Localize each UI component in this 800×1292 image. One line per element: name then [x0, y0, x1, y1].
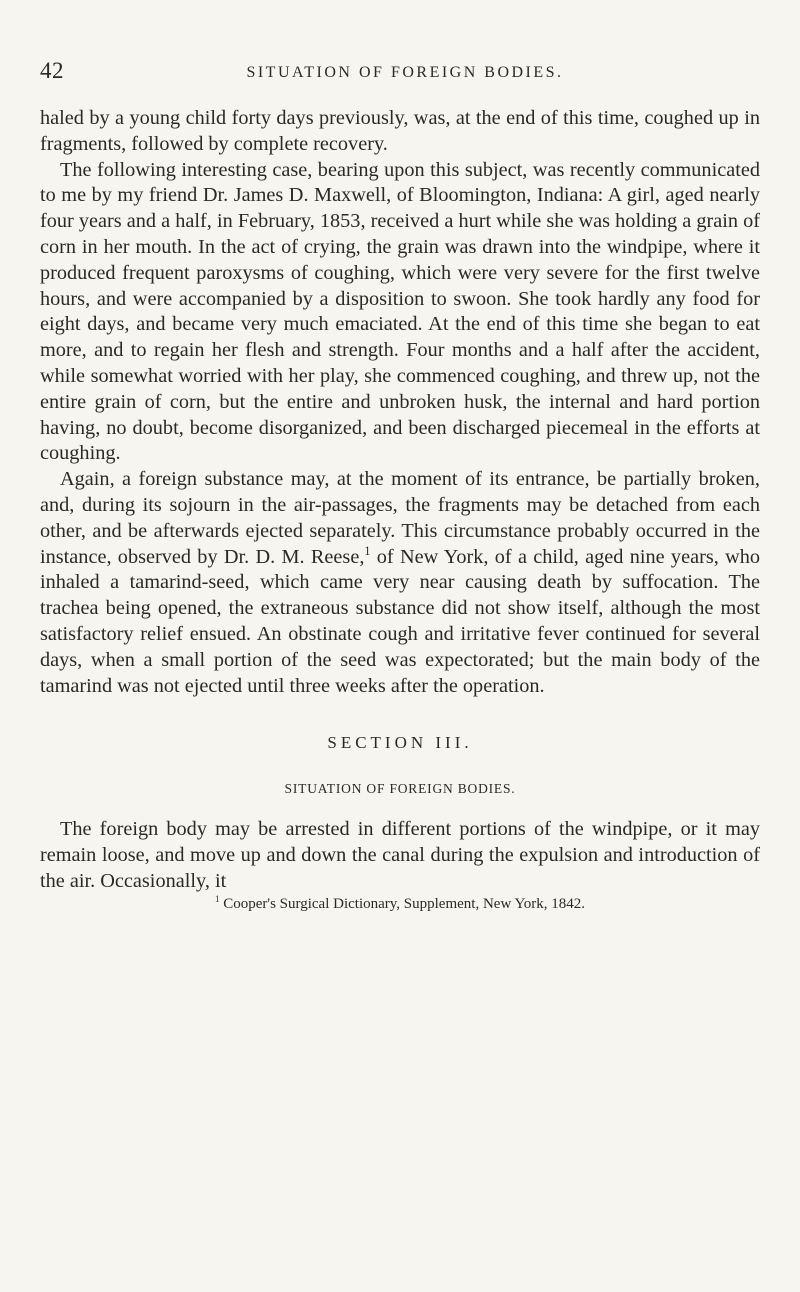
paragraph-situation: The foreign body may be arrested in different portions of the windpipe, or it may remain loose, and move up and down the canal during the expulsion and introduction of the air. Occasionally, it: [40, 818, 760, 892]
section-body-text: [40, 817, 760, 894]
footnote-mark: 1: [214, 894, 220, 904]
footnote: [40, 896, 760, 913]
paragraph-reese-text-b: of New York, of a child, aged nine years, who inhaled a tamarind-seed, which came very near causing death by suffocation. The trachea being opened, the extraneous substance did not show itself, although the most satisfactory relief ensued. An obstinate cough and irritative fever continued for several days, when a small portion of the seed was expectorated; but the main body of the tamarind was not ejected until three weeks after the operation.: [40, 545, 761, 697]
footnote-reference: 1: [364, 543, 371, 558]
paragraph-continuation: haled by a young child forty days previously, was, at the end of this time, coughed up in fragments, followed by complete recovery.: [40, 107, 760, 155]
running-head: [40, 58, 760, 86]
running-head-title: SITUATION OF FOREIGN BODIES.: [246, 64, 564, 81]
paragraph-reese-text-a: Again, a foreign substance may, at the moment of its entrance, be partially broken, and, during its sojourn in the air-passages, the fragments may be detached from each other, and be afterwards ejected separately. This circumstance probably occurred in the instance, observed by Dr. D. M. Reese,: [40, 468, 760, 568]
footnote-text: Cooper's Surgical Dictionary, Supplement, New York, 1842.: [219, 896, 586, 912]
body-text: [40, 106, 760, 699]
section-heading: SECTION III.: [327, 733, 473, 752]
page-number: 42: [40, 58, 64, 83]
paragraph-maxwell-case: The following interesting case, bearing upon this subject, was recently communicated to me by my friend Dr. James D. Maxwell, of Bloomington, Indiana: A girl, aged nearly four years and a half, in February, 1853, received a hurt while she was holding a grain of corn in her mouth. In the act of crying, the grain was drawn into the windpipe, where it produced frequent paroxysms of coughing, which were very severe for the first twelve hours, and were accompanied by a disposition to swoon. She took hardly any food for eight days, and became very much emaciated. At the end of this time she began to eat more, and to regain her flesh and strength. Four months and a half after the accident, while somewhat worried with her play, she commenced coughing, and threw up, not the entire grain of corn, but the entire and unbroken husk, the internal and hard portion having, no doubt, become disorganized, and been discharged piecemeal in the efforts at coughing.: [40, 158, 760, 465]
paragraph-reese-case: [40, 467, 760, 699]
section-subheading: SITUATION OF FOREIGN BODIES.: [284, 781, 516, 796]
